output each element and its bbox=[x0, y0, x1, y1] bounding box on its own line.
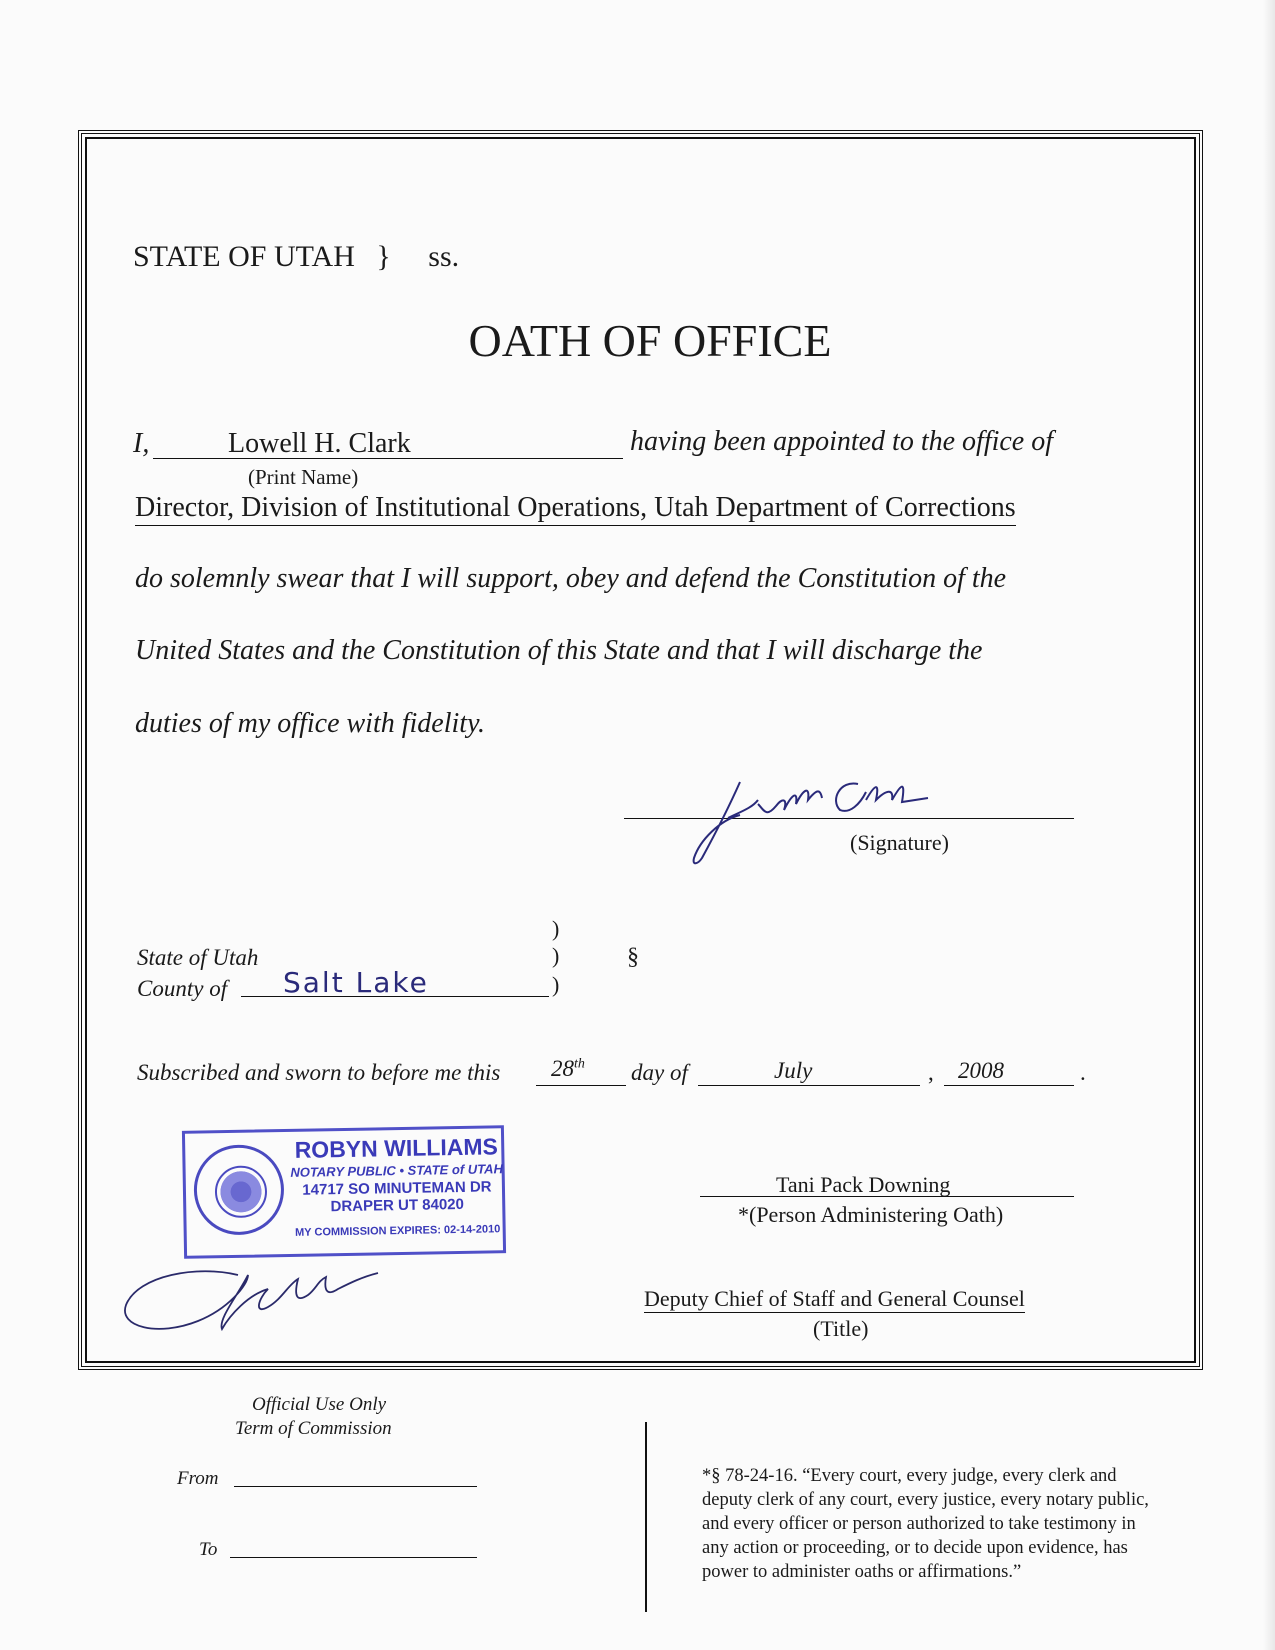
notary-line-5: MY COMMISSION EXPIRES: 02-14-2010 bbox=[294, 1222, 501, 1239]
oath-prefix: I, bbox=[133, 428, 150, 459]
footnote-line-3: and every officer or person authorized to take testimony in bbox=[702, 1514, 1136, 1534]
notary-signature bbox=[118, 1255, 418, 1345]
sworn-day bbox=[551, 1056, 585, 1082]
statute-footnote bbox=[702, 1464, 1149, 1584]
scan-edge bbox=[1263, 0, 1275, 1650]
notary-seal-icon bbox=[193, 1144, 285, 1236]
notary-line-2: NOTARY PUBLIC • STATE of UTAH bbox=[290, 1161, 504, 1181]
county-value: Salt Lake bbox=[283, 966, 429, 999]
section-symbol: § bbox=[627, 944, 639, 970]
title-caption: (Title) bbox=[813, 1316, 869, 1341]
administrator-underline bbox=[700, 1196, 1074, 1197]
footnote-line-4: any action or proceeding, or to decide upon evidence, has bbox=[702, 1538, 1128, 1558]
notary-line-4: DRAPER UT 84020 bbox=[330, 1196, 465, 1216]
day-of-label: day of bbox=[631, 1060, 688, 1085]
administrator-name: Tani Pack Downing bbox=[776, 1172, 951, 1197]
oath-line-1: do solemnly swear that I will support, obey and defend the Constitution of the bbox=[135, 563, 1007, 594]
oath-line-2: United States and the Constitution of this State and that I will discharge the bbox=[135, 635, 983, 666]
print-name-value: Lowell H. Clark bbox=[228, 428, 411, 459]
footnote-line-2: deputy clerk of any court, every justice, every notary public, bbox=[702, 1490, 1149, 1510]
term-of-commission-heading: Term of Commission bbox=[235, 1418, 392, 1439]
office-value: Director, Division of Institutional Operations, Utah Department of Corrections bbox=[135, 492, 1016, 526]
official-use-heading: Official Use Only bbox=[252, 1394, 387, 1415]
paren-2: ) bbox=[552, 943, 560, 968]
brace: } bbox=[376, 240, 391, 273]
state-label: STATE OF UTAH bbox=[133, 240, 355, 273]
administrator-title bbox=[644, 1286, 1025, 1313]
state-heading bbox=[133, 240, 459, 274]
notary-stamp bbox=[182, 1125, 506, 1259]
state-of-utah-label: State of Utah bbox=[137, 945, 259, 970]
year-value: 2008 bbox=[958, 1058, 1004, 1083]
footnote-line-1: *§ 78-24-16. “Every court, every judge, every clerk and bbox=[702, 1466, 1117, 1486]
oath-line-3: duties of my office with fidelity. bbox=[135, 708, 485, 739]
paren-1: ) bbox=[552, 916, 560, 941]
office-title bbox=[135, 492, 1016, 526]
ss-label: ss. bbox=[428, 240, 460, 273]
appointed-text: having been appointed to the office of bbox=[630, 426, 1054, 457]
county-label: County of bbox=[137, 976, 228, 1001]
footnote-line-5: power to administer oaths or affirmations.” bbox=[702, 1562, 1022, 1582]
notary-line-3: 14717 SO MINUTEMAN DR bbox=[302, 1178, 492, 1199]
administrator-title-value: Deputy Chief of Staff and General Counsel bbox=[644, 1286, 1025, 1311]
month-value: July bbox=[774, 1058, 813, 1083]
day-suffix: th bbox=[574, 1056, 585, 1072]
print-name-caption: (Print Name) bbox=[248, 465, 359, 489]
from-label: From bbox=[177, 1468, 219, 1489]
notary-stamp-text bbox=[289, 1134, 505, 1238]
year-underline bbox=[944, 1085, 1074, 1086]
sworn-period: . bbox=[1080, 1060, 1086, 1085]
page-title: OATH OF OFFICE bbox=[468, 315, 832, 366]
sworn-prefix: Subscribed and sworn to before me this bbox=[137, 1060, 501, 1085]
vertical-divider bbox=[645, 1422, 647, 1612]
notary-name: ROBYN WILLIAMS bbox=[294, 1133, 499, 1163]
administrator-caption: *(Person Administering Oath) bbox=[738, 1202, 1004, 1227]
day-underline bbox=[536, 1085, 626, 1086]
month-underline bbox=[698, 1085, 920, 1086]
sworn-comma: , bbox=[928, 1060, 934, 1085]
signature-caption: (Signature) bbox=[850, 830, 949, 855]
paren-3: ) bbox=[552, 972, 560, 997]
day-value: 28 bbox=[551, 1056, 574, 1081]
from-field bbox=[234, 1486, 477, 1487]
to-label: To bbox=[199, 1539, 218, 1560]
to-field bbox=[230, 1557, 477, 1558]
